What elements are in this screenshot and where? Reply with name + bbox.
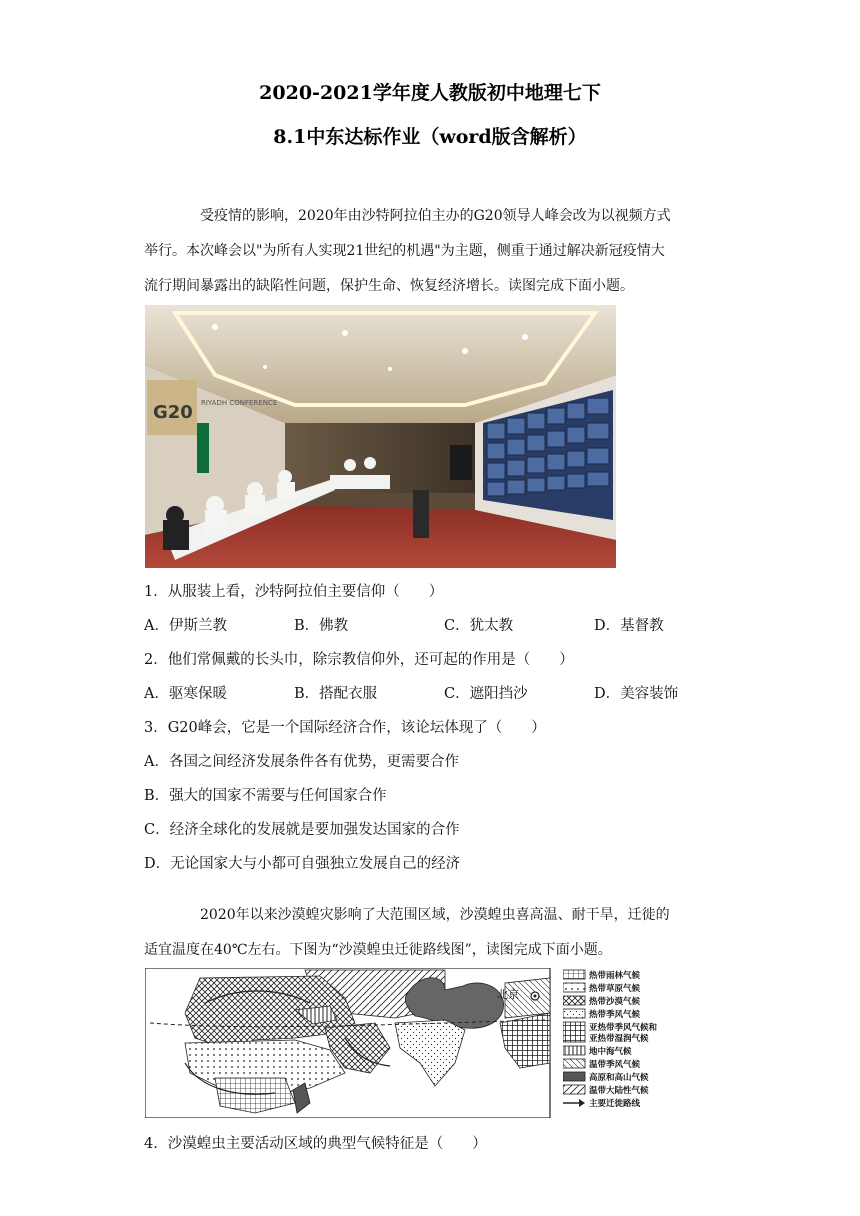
map-legend: [563, 968, 703, 1118]
passage-g20-line-3: 流行期间暴露出的缺陷性问题，保护生命、恢复经济增长。读图完成下面小题。: [144, 278, 634, 294]
passage-locust-line-1: 2020年以来沙漠蝗灾影响了大范围区域，沙漠蝗虫喜高温、耐干旱，迁徙的: [200, 907, 670, 923]
passage-g20-line-2: 举行。本次峰会以"为所有人实现21世纪的机遇"为主题，侧重于通过解决新冠疫情大: [144, 243, 665, 259]
legend-highland: 高原和高山气候: [589, 1073, 649, 1083]
question-3-option-d[interactable]: D．无论国家大与小都可自强独立发展自己的经济: [144, 856, 461, 872]
question-1-option-c[interactable]: C．犹太教: [444, 618, 514, 634]
question-4-stem: 4．沙漠蝗虫主要活动区域的典型气候特征是（ ）: [144, 1136, 487, 1152]
question-2-option-a[interactable]: A．驱寒保暖: [144, 686, 227, 702]
question-2-option-c[interactable]: C．遮阳挡沙: [444, 686, 528, 702]
question-3-option-a[interactable]: A．各国之间经济发展条件各有优势，更需要合作: [144, 754, 459, 770]
legend-mediterranean: 地中海气候: [589, 1047, 632, 1057]
question-1-option-b[interactable]: B．佛教: [294, 618, 349, 634]
question-3-option-c[interactable]: C．经济全球化的发展就是要加强发达国家的合作: [144, 822, 460, 838]
document-title: 2020-2021学年度人教版初中地理七下: [259, 82, 601, 104]
question-3-option-b[interactable]: B．强大的国家不需要与任何国家合作: [144, 788, 387, 804]
legend-tropical-monsoon: 热带季风气候: [589, 1010, 641, 1020]
document-subtitle: 8.1中东达标作业（word版含解析）: [273, 126, 587, 148]
legend-desert: 热带沙漠气候: [589, 997, 641, 1007]
legend-continental: 温带大陆性气候: [589, 1086, 649, 1096]
passage-locust: [144, 898, 714, 968]
legend-temperate-monsoon: 温带季风气候: [589, 1060, 641, 1070]
question-1-stem: 1．从服装上看，沙特阿拉伯主要信仰（ ）: [144, 584, 444, 600]
passage-g20-line-1: 受疫情的影响，2020年由沙特阿拉伯主办的G20领导人峰会改为以视频方式: [200, 208, 671, 224]
question-2-option-d[interactable]: D．美容装饰: [594, 686, 679, 702]
beijing-label: 北京: [497, 988, 519, 1001]
map-legend-graphic: [563, 968, 703, 1118]
legend-rainforest: 热带雨林气候: [589, 971, 641, 981]
passage-g20: [144, 199, 714, 304]
conference-room-illustration: [145, 305, 616, 568]
legend-migration-route: 主要迁徙路线: [589, 1099, 641, 1109]
g20-conference-photo: [145, 305, 616, 568]
question-1-option-a[interactable]: A．伊斯兰教: [144, 618, 227, 634]
question-3-stem: 3．G20峰会，它是一个国际经济合作，该论坛体现了（ ）: [144, 720, 546, 736]
legend-subtropical-humid: 亚热带湿润气候: [589, 1034, 649, 1044]
passage-locust-line-2: 适宜温度在40℃左右。下图为“沙漠蝗虫迁徙路线图”，读图完成下面小题。: [144, 942, 612, 958]
banner-text: RIYADH CONFERENCE: [201, 399, 278, 407]
g20-sign-text: G20: [153, 402, 193, 423]
legend-savanna: 热带草原气候: [589, 984, 641, 994]
question-1-option-d[interactable]: D．基督教: [594, 618, 664, 634]
legend-subtropical-monsoon: 亚热带季风气候和: [589, 1023, 658, 1033]
question-2-stem: 2．他们常佩戴的长头巾，除宗教信仰外，还可起的作用是（ ）: [144, 652, 574, 668]
question-2-option-b[interactable]: B．搭配衣服: [294, 686, 378, 702]
